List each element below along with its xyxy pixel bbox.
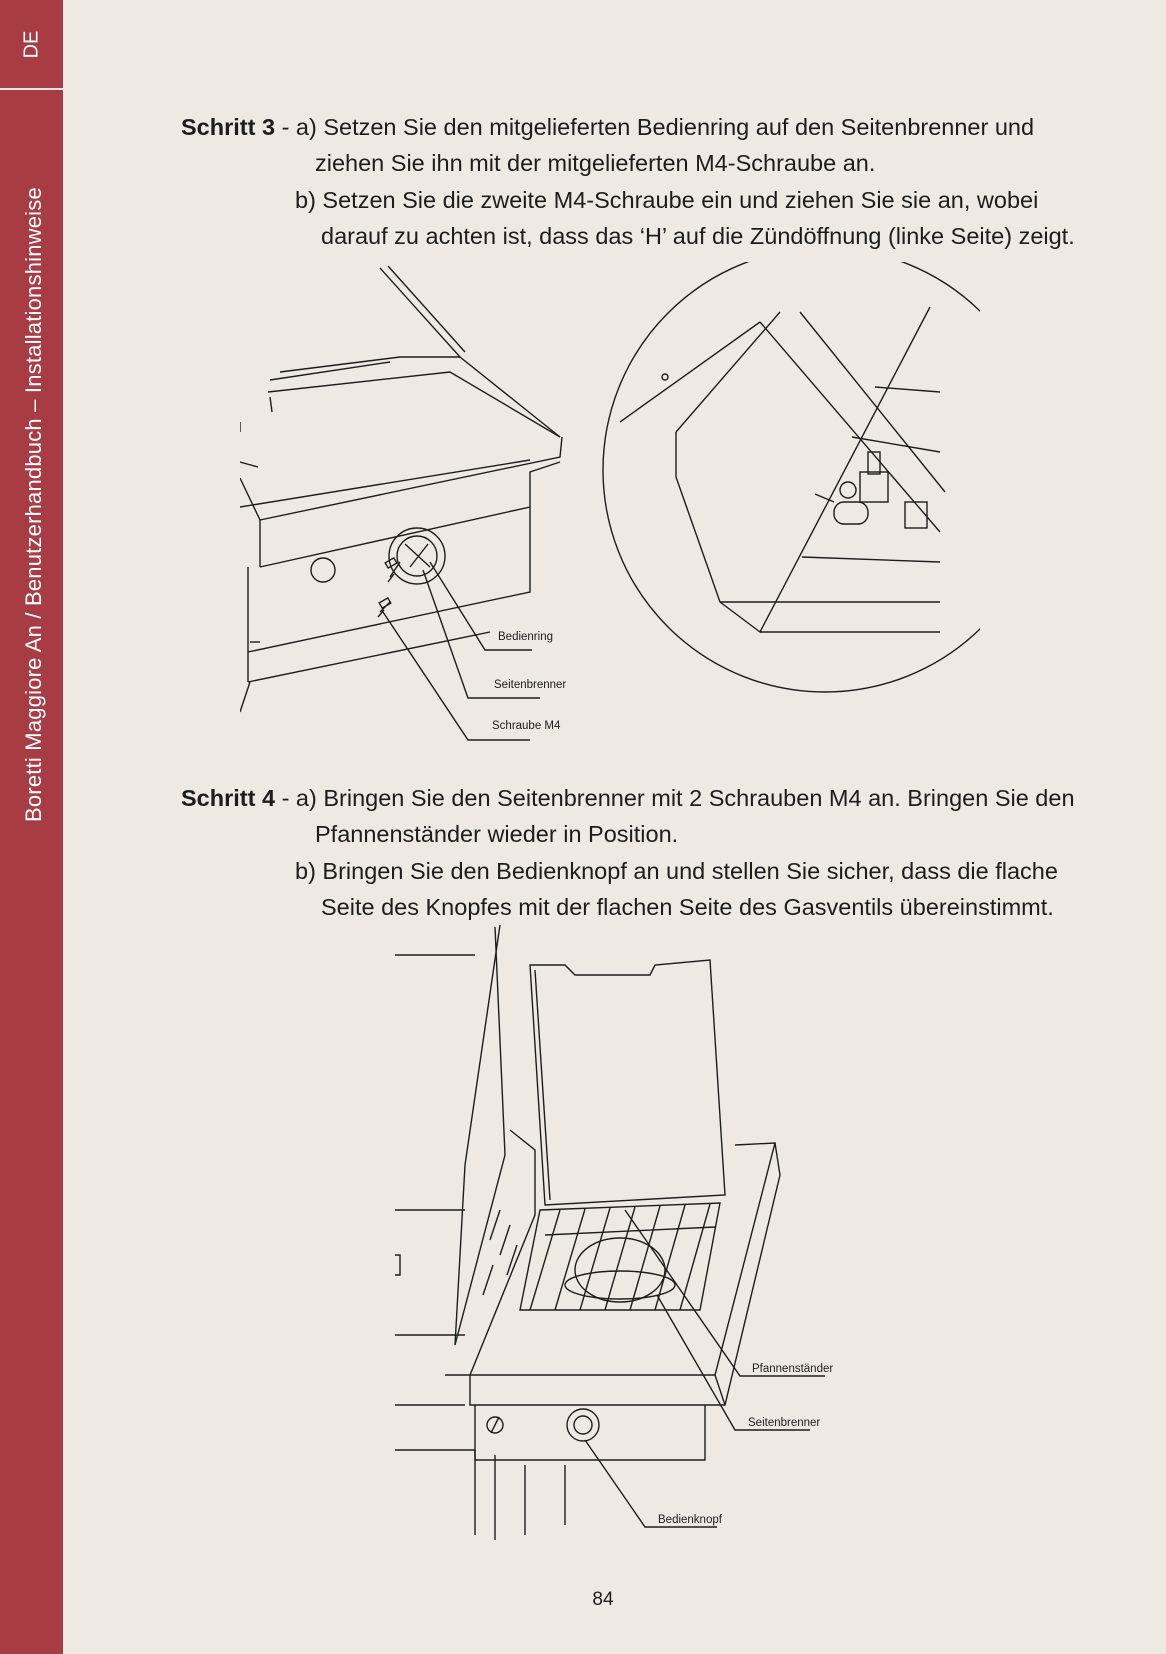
lid-shape (530, 960, 725, 1205)
step3-line1 (181, 109, 1034, 145)
step4-label: Schritt 4 (181, 785, 276, 811)
page-number: 84 (592, 1589, 614, 1610)
callout-schraube: Schraube M4 (492, 720, 561, 732)
step4-b-line2: Seite des Knopfes mit der flachen Seite des Gasventils übereinstimmt. (321, 894, 1054, 920)
step3-b-line2: darauf zu achten ist, dass das ‘H’ auf die Zündöffnung (linke Seite) zeigt. (321, 223, 1075, 249)
callout-seitenbrenner-2: Seitenbrenner (748, 1417, 821, 1429)
manual-title: Boretti Maggiore An / Benutzerhandbuch – Installationshinweise (21, 187, 46, 822)
callout-pfannenstaender: Pfannenständer (752, 1363, 834, 1375)
step4-b-line1: b) Bringen Sie den Bedienknopf an und stellen Sie sicher, dass die flache (295, 858, 1058, 884)
step3-a-line2: ziehen Sie ihn mit der mitgelieferten M4-Schraube an. (315, 150, 876, 176)
sidebar (0, 0, 63, 1654)
step4-a-text: - a) Bringen Sie den Seitenbrenner mit 2 Schrauben M4 an. Bringen Sie den (281, 785, 1075, 811)
callout-bedienknopf: Bedienknopf (658, 1514, 722, 1526)
grill-lid-edge (380, 268, 560, 437)
step3-a-text: - a) Setzen Sie den mitgelieferten Bedienring auf den Seitenbrenner und (281, 114, 1035, 140)
language-label: DE (19, 30, 42, 58)
knob-shape (567, 1409, 599, 1441)
detail-circle (603, 262, 980, 692)
language-tab (0, 0, 63, 90)
figure-step3 (240, 262, 980, 742)
step3-b-line1: b) Setzen Sie die zweite M4-Schraube ein und ziehen Sie sie an, wobei (295, 187, 1039, 213)
figure-step4 (395, 925, 875, 1545)
step4-line1 (181, 780, 1075, 816)
figure1-callouts (492, 631, 566, 732)
figure2-callouts (658, 1363, 833, 1526)
callout-bedienring: Bedienring (498, 631, 553, 643)
step3-label: Schritt 3 (181, 114, 276, 140)
step4-a-line2: Pfannenständer wieder in Position. (315, 821, 679, 847)
callout-seitenbrenner: Seitenbrenner (494, 679, 567, 691)
